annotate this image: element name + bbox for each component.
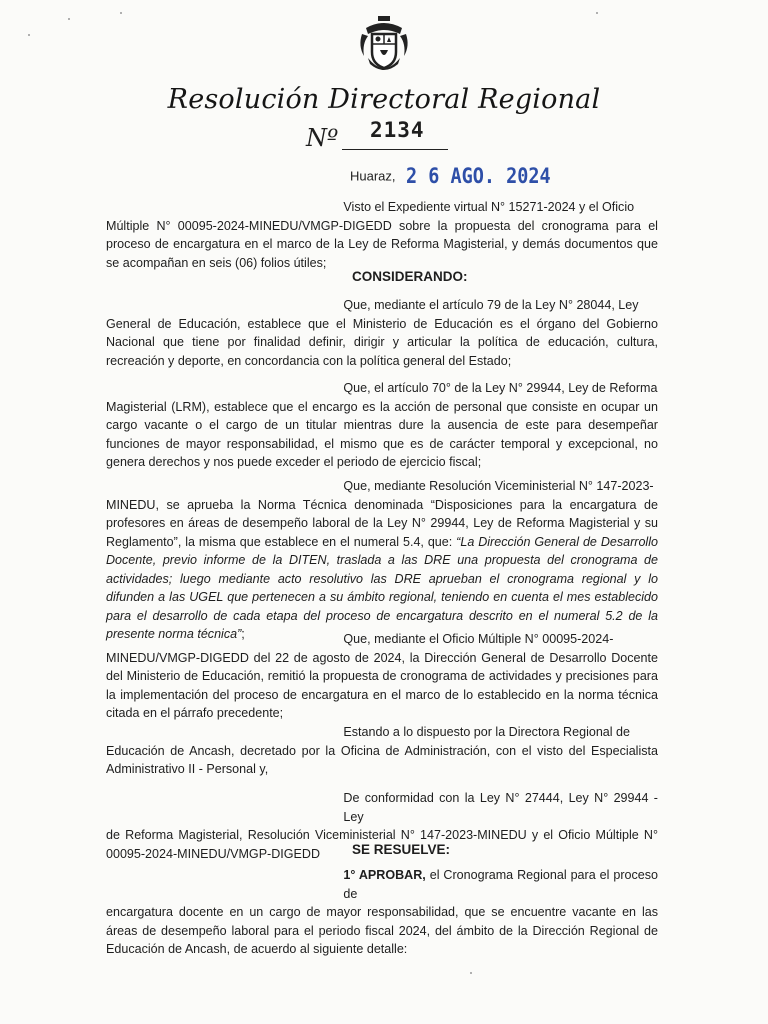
considerando-heading: CONSIDERANDO: <box>352 269 468 284</box>
p3-end: ; <box>241 626 245 641</box>
p5-first-line: Estando a lo dispuesto por la Directora Regional de <box>343 724 631 739</box>
article-1-label: 1° APROBAR, <box>343 867 426 882</box>
scan-speck <box>68 18 70 20</box>
article-1-first-line <box>106 866 658 903</box>
considerando-paragraph-5 <box>106 723 658 779</box>
article-1-text: encargatura docente en un cargo de mayor responsabilidad, que se encuentre vacante en las áreas de desempeño laboral para el periodo fiscal 2024, del ámbito de la Dirección Regional de Educación de Ancash, de acuerdo al siguiente detalle: <box>106 904 658 956</box>
visto-paragraph <box>106 198 658 272</box>
p4-first-line: Que, mediante el Oficio Múltiple N° 00095-2024- <box>343 631 614 646</box>
place-label: Huaraz, <box>350 168 396 184</box>
considerando-paragraph-3 <box>106 477 658 644</box>
peru-coat-of-arms-icon <box>356 14 412 80</box>
considerando-paragraph-1 <box>106 296 658 370</box>
scan-speck <box>28 34 30 36</box>
p3-quote: “La Dirección General de Desarrollo Docente, previo informe de la DITEN, traslada a las DRE una propuesta del cronograma de actividades; luego mediante acto resolutivo las DRE aprueban el cronograma regional y lo difunden a las UGEL que pertenecen a su ámbito regional, teniendo en cuenta el mes establecido para el desarrollo de cada etapa del proceso de encargatura descrito en el numeral 5.2 de la presente norma técnica” <box>106 533 658 641</box>
resolution-number-line <box>306 118 456 154</box>
p3-text: MINEDU, se aprueba la Norma Técnica denominada “Disposiciones para la encargatura de profesores en áreas de desempeño laboral de la Ley N° 29944, Ley de Reforma Magisterial y su Reglamento”, la misma que establece en el numeral 5.4, que: <box>106 496 658 549</box>
p6-first-line: De conformidad con la Ley N° 27444, Ley N° 29944 - Ley <box>343 790 658 824</box>
p3-first-line: Que, mediante Resolución Viceministerial N° 147-2023- <box>343 478 654 493</box>
p4-text: MINEDU/VMGP-DIGEDD del 22 de agosto de 2024, la Dirección General de Desarrollo Docente del Ministerio de Educación, remitió la propuesta de cronograma de actividades y precisiones para la implementación del proceso de encargatura en el marco de lo establecido en la norma técnica citada en el párrafo precedente; <box>106 649 658 720</box>
document-title: Resolución Directoral Regional <box>167 84 601 115</box>
date-stamp: 2 6 AGO. 2024 <box>405 164 551 188</box>
p1-first-line: Que, mediante el artículo 79 de la Ley N° 28044, Ley <box>343 297 639 312</box>
considerando-paragraph-2 <box>106 379 658 472</box>
scan-speck <box>470 972 472 974</box>
number-prefix: Nº <box>306 124 339 152</box>
p1-text: General de Educación, establece que el Ministerio de Educación es el órgano del Gobierno Nacional que tiene por finalidad definir, dirigir y articular la política de educación, cultura, recreación y deporte, en concordancia con la política general del Estado; <box>106 315 658 368</box>
scan-speck <box>596 12 598 14</box>
visto-first-line: Visto el Expediente virtual N° 15271-2024 y el Oficio <box>343 199 635 214</box>
se-resuelve-heading: SE RESUELVE: <box>352 842 451 857</box>
number-underline <box>342 149 448 150</box>
article-1-first-text: el Cronograma Regional para el proceso de <box>343 867 658 901</box>
considerando-paragraph-4 <box>106 630 658 723</box>
resolution-number: 2134 <box>370 118 425 142</box>
article-1-paragraph <box>106 866 658 959</box>
p5-text: Educación de Ancash, decretado por la Oficina de Administración, con el visto del Especialista Administrativo II - Personal y, <box>106 742 658 776</box>
visto-text: Múltiple N° 00095-2024-MINEDU/VMGP-DIGEDD sobre la propuesta del cronograma para el proceso de encargatura en el marco de la Ley de Reforma Magisterial, y demás documentos que se acompañan en seis (06) folios útiles; <box>106 217 658 270</box>
p6-text: de Reforma Magisterial, Resolución Viceministerial N° 147-2023-MINEDU y el Oficio Múltiple N° 00095-2024-MINEDU/VMGP-DIGEDD <box>106 827 658 861</box>
p2-first-line: Que, el artículo 70° de la Ley N° 29944, Ley de Reforma <box>343 380 658 395</box>
p2-text: Magisterial (LRM), establece que el encargo es la acción de personal que consiste en ocupar un cargo vacante o el cargo de un titular mientras dure la ausencia de este para desempeñar funciones de mayor responsabilidad, el mismo que es de carácter temporal y excepcional, no genera derechos y nos puede exceder el periodo de ejercicio fiscal; <box>106 398 658 469</box>
date-line <box>350 164 570 190</box>
scan-speck <box>120 12 122 14</box>
